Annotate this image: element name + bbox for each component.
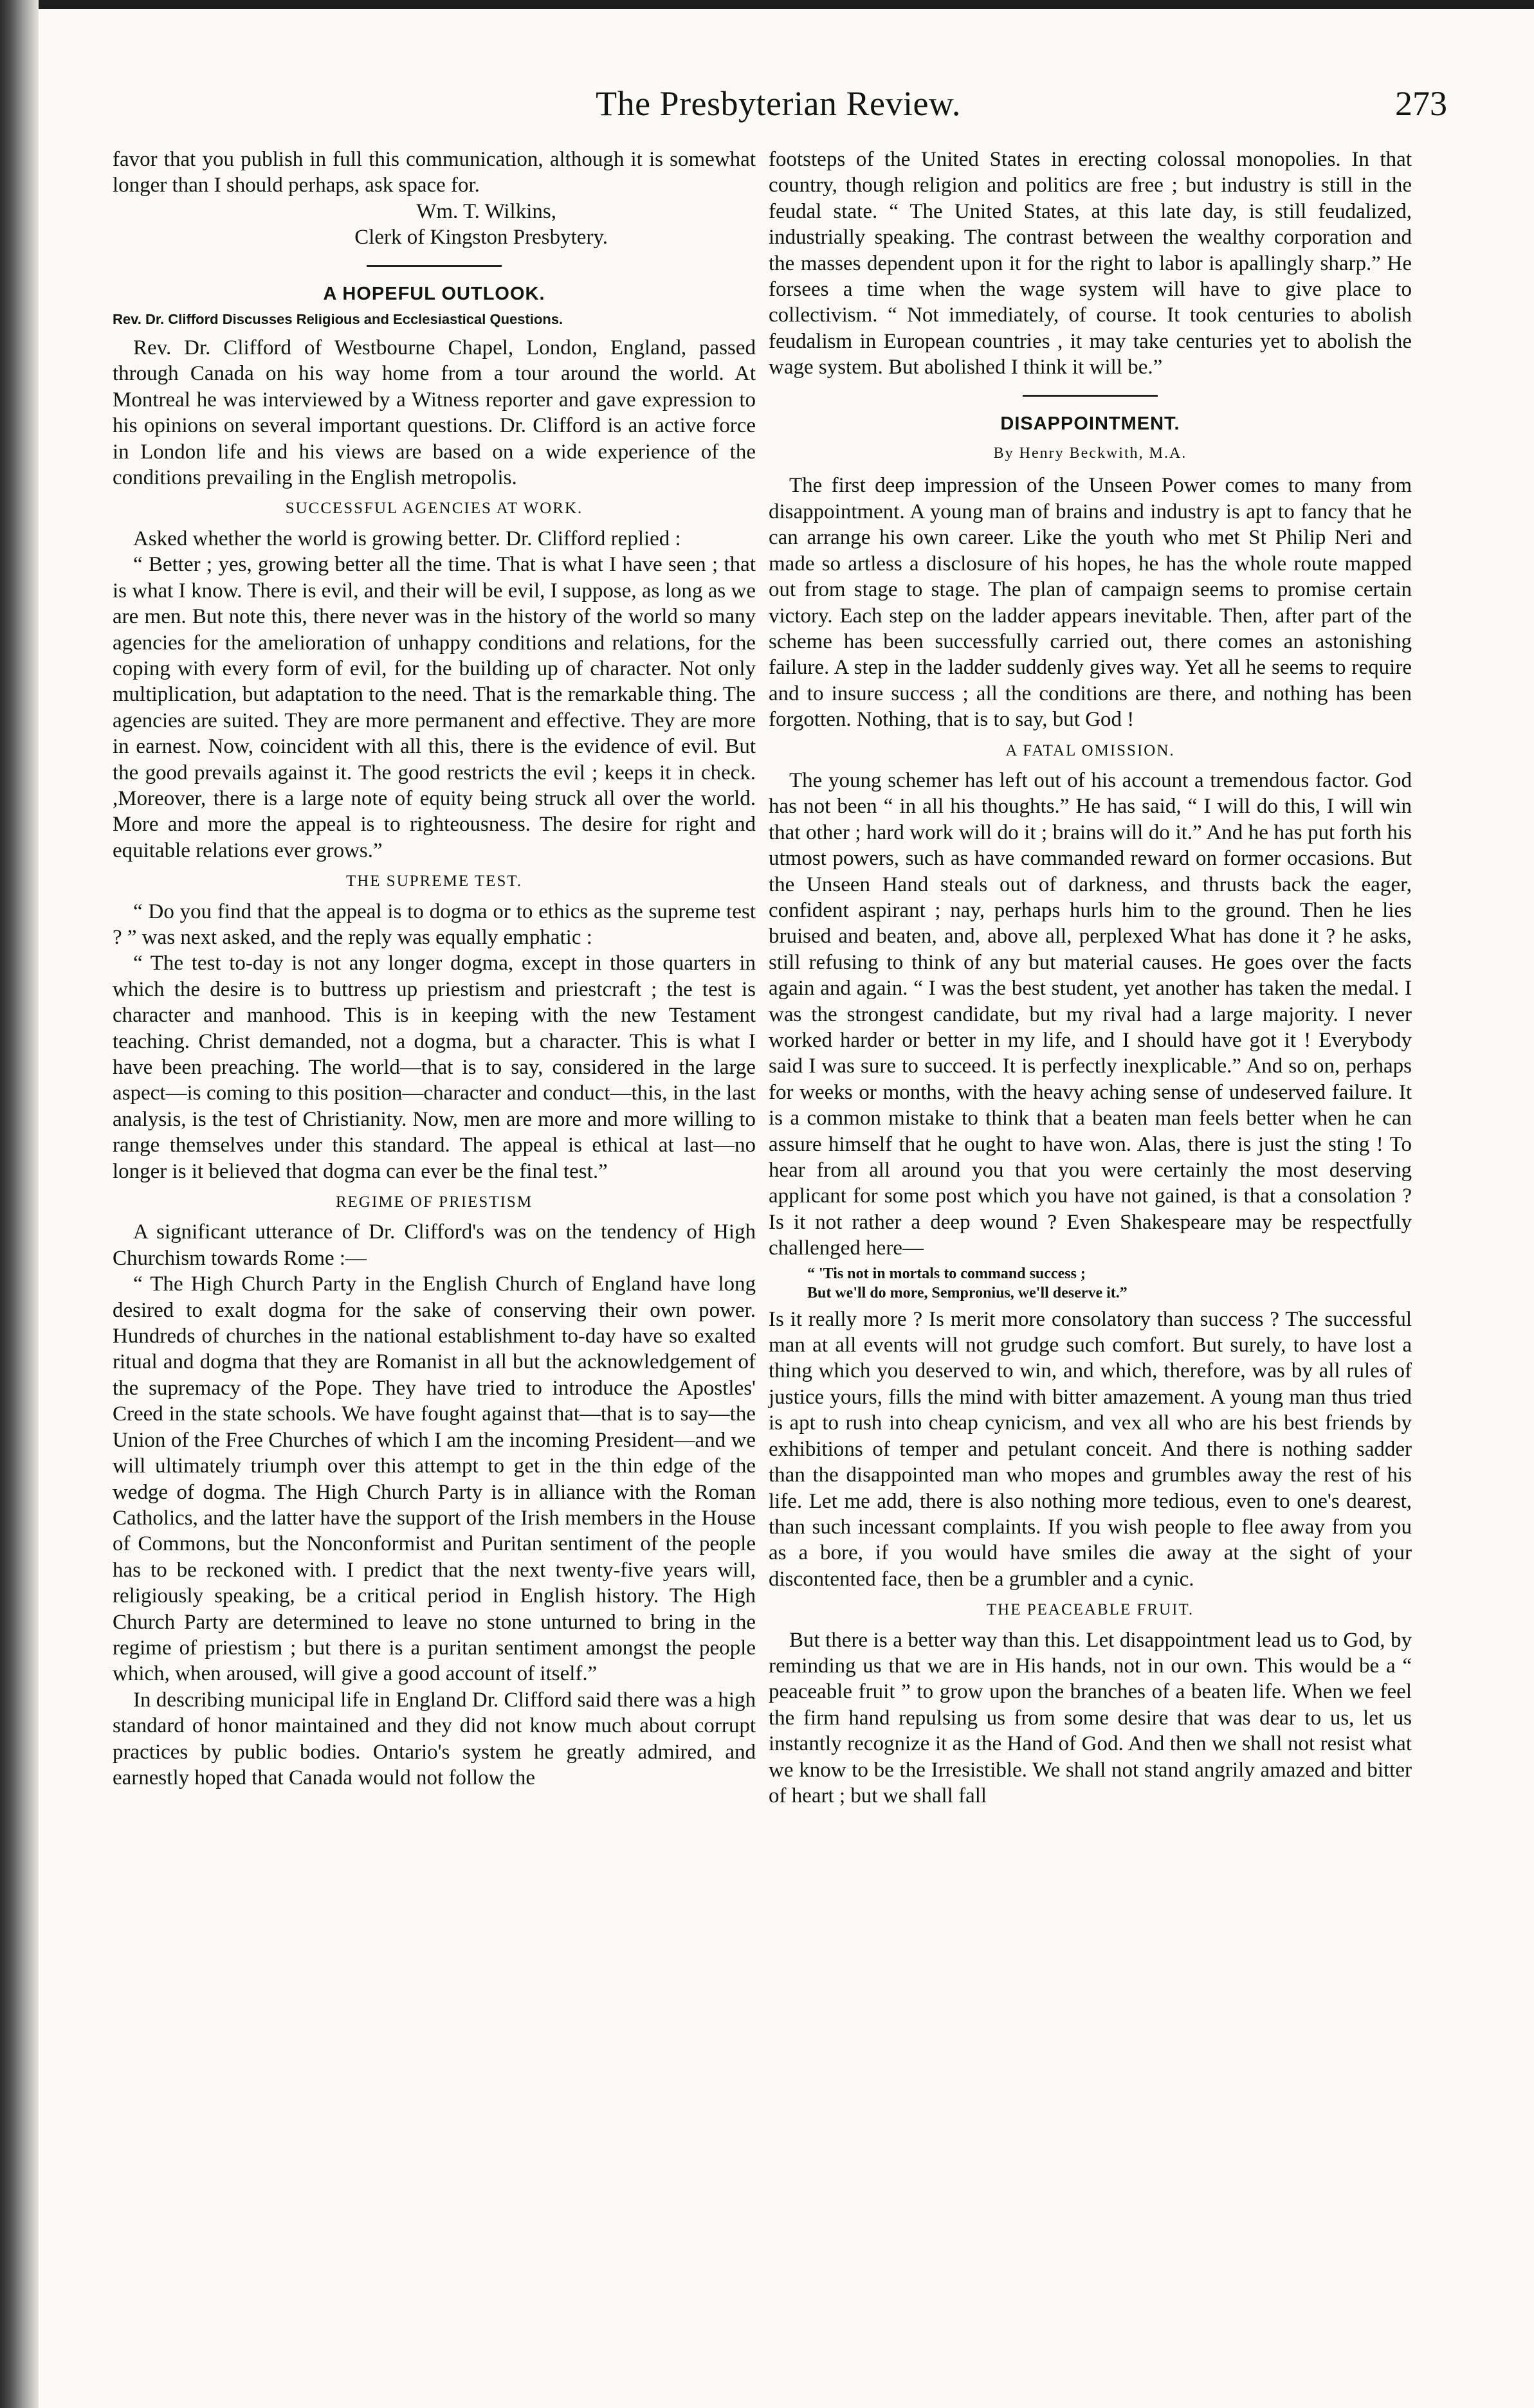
article-paragraph: In describing municipal life in England Dr. Clifford said there was a high standard of honor maintained and they did not know much about corrupt practices by public bodies. Ontario's system he greatly admired, and earnestly hoped that Canada would not follow the: [113, 1688, 756, 1789]
article-continuation: footsteps of the United States in erecting colossal monopolies. In that country, though religion and politics are free ; but industry is still in the feudal state. “ The United States, at this late day, is still feudalized, industrially speaking. The contrast between the wealthy corporation and the masses dependent upon it for the right to labor is apallingly sharp.” He forsees a time when the wage system will have to give place to collectivism. “ Not immediately, of course. It took centuries to abolish feudalism in European countries , it may take centuries yet to abolish the wage system. But abolished I think it will be.”: [769, 148, 1412, 379]
article-subheading: REGIME OF PRIESTISM: [335, 1193, 533, 1211]
article-paragraph: Asked whether the world is growing better. Dr. Clifford replied :: [133, 527, 681, 550]
article-subheading: SUCCESSFUL AGENCIES AT WORK.: [285, 500, 583, 518]
article-title: DISAPPOINTMENT.: [1000, 413, 1180, 434]
article-title: A HOPEFUL OUTLOOK.: [323, 283, 545, 304]
page-binding-edge: [0, 0, 39, 2408]
article-subheading: A FATAL OMISSION.: [1005, 741, 1175, 759]
article-paragraph: “ The High Church Party in the English Church of England have long desired to exalt dogma for the sake of conserving their own power. Hundreds of churches in the national establishment to-day have so exalted ritual and dogma that they are Romanist in all but the acknowledgement of the supremacy of the Pope. They have tried to introduce the Apostles' Creed in the state schools. We have fought against that—that is to say—the Union of the Free Churches of which I am the incoming President—and we will ultimately triumph over this attempt to get in the thin edge of the wedge of dogma. The High Church Party is in alliance with the Roman Catholics, and the latter have the support of the Irish members in the House of Commons, but the Nonconformist and Puritan sentiment of the people has to be reckoned with. I predict that the next twenty-five years will, religiously speaking, be a critical period in English history. The High Church Party are determined to leave no stone unturned to bring in the regime of priestism ; but there is a puritan sentiment amongst the people which, when aroused, will give a good account of itself.”: [113, 1272, 756, 1686]
article-deck: Rev. Dr. Clifford Discusses Religious and Ecclesiastical Questions.: [113, 311, 563, 328]
article-subheading: THE SUPREME TEST.: [345, 873, 523, 891]
section-divider: [1023, 395, 1158, 397]
running-title: The Presbyterian Review.: [596, 84, 961, 123]
article-subheading: THE PEACEABLE FRUIT.: [986, 1601, 1194, 1619]
signature-title: Clerk of Kingston Presbytery.: [354, 226, 608, 249]
article-paragraph: “ Do you find that the appeal is to dogma or to ethics as the supreme test ? ” was next asked, and the reply was equally emphatic :: [113, 900, 756, 949]
article-paragraph: The young schemer has left out of his account a tremendous factor. God has not been “ in all his thoughts.” He has said, “ I will do this, I will win that other ; hard work will do it ; brains will do it.” And he has put forth his utmost powers, such as have commanded reward on former occasions. But the Unseen Hand steals out of darkness, and thrusts back the eager, confident aspirant ; nay, perhaps hurls him to the ground. Then he lies bruised and beaten, and, above all, perplexed What has done it ? he asks, still refusing to think of any but material causes. He goes over the facts again and again. “ I was the best student, yet another has taken the medal. I was the strongest candidate, but my rival had a large majority. I never worked harder or better in my life, and I should have got it ! Everybody said I was sure to succeed. It is perfectly inexplicable.” And so on, perhaps for weeks or months, with the heavy aching sense of undeserved failure. It is a common mistake to think that a beaten man feels better when he can assure himself that he ought to have won. Alas, there is just the sting ! To hear from all around you that you were certainly the most deserving applicant for some post which you have not gained, is that a consolation ? Is it not rather a deep wound ? Even Shakespeare may be respectfully challenged here—: [769, 768, 1412, 1260]
verse-line: But we'll do more, Sempronius, we'll deserve it.”: [807, 1284, 1128, 1301]
article-paragraph: “ Better ; yes, growing better all the time. That is what I have seen ; that is what I know. There is evil, and their will be evil, I suppose, as long as we are men. But note this, there never was in the history of the world so many agencies for the amelioration of unhappy conditions and relations, for the coping with every form of evil, for the building up of character. Not only multiplication, but adaptation to the need. That is the remarkable thing. The agencies are suited. They are more permanent and effective. They are more in earnest. Now, coincident with all this, there is the evidence of evil. But the good prevails against it. The good restricts the evil ; keeps it in check. ,Moreover, there is a large note of equity being struck all over the world. More and more the appeal is to righteousness. The desire for right and equitable relations ever grows.”: [113, 553, 756, 862]
top-rule: [0, 0, 1534, 9]
verse-line: “ 'Tis not in mortals to command success ;: [807, 1265, 1086, 1282]
article-paragraph: The first deep impression of the Unseen Power comes to many from disappointment. A young man of brains and industry is apt to fancy that he can arrange his own career. Like the youth who met St Philip Neri and made so artless a disclosure of his hopes, he has the whole route mapped out from stage to stage. The plan of campaign seems to promise certain victory. Each step on the ladder appears inevitable. Then, after part of the scheme has been successfully carried out, there comes an astonishing failure. A step in the ladder suddenly gives way. Yet all he seems to require and to insure success ; all the conditions are there, and nothing has been forgotten. Nothing, that is to say, but God !: [769, 474, 1412, 732]
section-divider: [367, 265, 502, 267]
verse-quotation: [807, 1264, 1412, 1303]
right-column: [769, 147, 1412, 1809]
page-header: [109, 84, 1447, 129]
signature-name: Wm. T. Wilkins,: [416, 199, 556, 223]
article-paragraph: Is it really more ? Is merit more consolatory than success ? The successful man at all events will not grudge such comfort. But surely, to have lost a thing which you deserved to win, and which, therefore, was by all rules of justice yours, fills the mind with bitter amazement. A young man thus tried is apt to rush into cheap cynicism, and vex all who are his best friends by exhibitions of temper and petulant conceit. And there is nothing sadder than the disappointed man who mopes and grumbles away the rest of his life. Let me add, there is also nothing more tedious, even to one's dearest, than such incessant complaints. If you wish people to flee away from you as a bore, if you would have smiles die away at the sight of your discontented face, then be a grumbler and a cynic.: [769, 1307, 1412, 1591]
article-paragraph: “ The test to-day is not any longer dogma, except in those quarters in which the desire is to buttress up priestism and priestcraft ; the test is character and manhood. This is in keeping with the new Testament teaching. Christ demanded, not a dogma, but a character. This is what I have been preaching. The world—that is to say, considered in the large aspect—is coming to this position—character and conduct—this, in the last analysis, is the test of Christianity. Now, men are more and more willing to range themselves under this standard. The appeal is ethical at last—no longer is it believed that dogma can ever be the final test.”: [113, 952, 756, 1183]
article-paragraph: A significant utterance of Dr. Clifford's was on the tendency of High Churchism towards Rome :—: [113, 1220, 756, 1270]
page-number: 273: [1395, 84, 1447, 123]
letter-closing-paragraph: favor that you publish in full this communication, although it is somewhat longer than I should perhaps, ask space for.: [113, 148, 756, 197]
article-byline: By Henry Beckwith, M.A.: [993, 445, 1187, 462]
left-column: [113, 147, 756, 1791]
article-paragraph: Rev. Dr. Clifford of Westbourne Chapel, London, England, passed through Canada on his way home from a tour around the world. At Montreal he was interviewed by a Witness reporter and gave expression to his opinions on several important questions. Dr. Clifford is an active force in London life and his views are based on a wide experience of the conditions prevailing in the English metropolis.: [113, 336, 756, 490]
article-paragraph: But there is a better way than this. Let disappointment lead us to God, by reminding us that we are in His hands, not in our own. This would be a “ peaceable fruit ” to grow upon the branches of a beaten life. When we feel the firm hand repulsing us from some desire that was dear to us, let us instantly recognize it as the Hand of God. And then we shall not resist what we know to be the Irresistible. We shall not stand angrily amazed and bitter of heart ; but we shall fall: [769, 1628, 1412, 1807]
